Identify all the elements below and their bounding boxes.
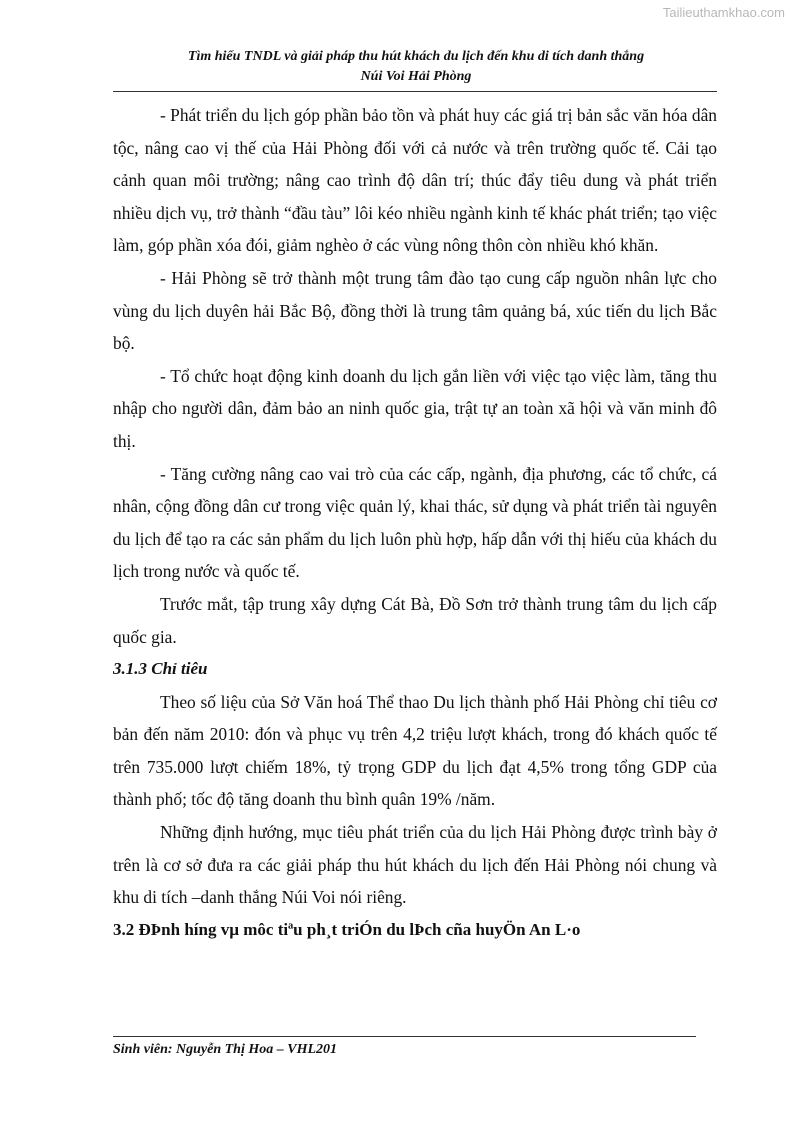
paragraph-6: Theo số liệu của Sở Văn hoá Thể thao Du lịch thành phố Hải Phòng chỉ tiêu cơ bản đến năm 2010: đón và phục vụ trên 4,2 triệu lượt khách, trong đó khách quốc tế trên 735.000 lượt chiếm 18%, tỷ trọng GDP du lịch đạt 4,5% trong tổng GDP của thành phố; tốc độ tăng doanh thu bình quân 19% /năm. [113, 691, 717, 810]
footer-author: Sinh viên: Nguyễn Thị Hoa – VHL201 [113, 1042, 338, 1057]
footer-divider [113, 1036, 696, 1037]
paragraph-4: - Tăng cường nâng cao vai trò của các cấp, ngành, địa phương, các tổ chức, cá nhân, cộng đồng dân cư trong việc quản lý, khai thác, sử dụng và phát triển tài nguyên du lịch để tạo ra các sản phẩm du lịch luôn phù hợp, hấp dẫn với thị hiếu của khách du lịch trong nước và quốc tế. [113, 463, 717, 582]
document-body [113, 99, 717, 946]
page-header [100, 47, 732, 87]
paragraph-5: Trước mắt, tập trung xây dựng Cát Bà, Đồ Sơn trở thành trung tâm du lịch cấp quốc gia. [113, 593, 717, 647]
paragraph-1: - Phát triển du lịch góp phần bảo tồn và phát huy các giá trị bản sắc văn hóa dân tộc, nâng cao vị thế của Hải Phòng đối với cả nước và trên trường quốc tế. Cải tạo cảnh quan môi trường; nâng cao trình độ dân trí; thúc đẩy tiêu dung và phát triển nhiều dịch vụ, trở thành “đầu tàu” lôi kéo nhiều ngành kinh tế khác phát triển; tạo việc làm, góp phần xóa đói, giảm nghèo ở các vùng nông thôn còn nhiều khó khăn. [113, 105, 717, 256]
paragraph-7: Những định hướng, mục tiêu phát triển của du lịch Hải Phòng được trình bày ở trên là cơ sở đưa ra các giải pháp thu hút khách du lịch đến Hải Phòng nói chung và khu di tích –danh thắng Núi Voi nói riêng. [113, 822, 717, 908]
header-divider [113, 91, 717, 92]
header-title-line-1: Tìm hiểu TNDL và giải pháp thu hút khách du lịch đến khu di tích danh thắng [187, 49, 645, 64]
paragraph-2: - Hải Phòng sẽ trở thành một trung tâm đào tạo cung cấp nguồn nhân lực cho vùng du lịch duyên hải Bắc Bộ, đồng thời là trung tâm quảng bá, xúc tiến du lịch Bắc bộ. [113, 267, 717, 354]
section-heading-3-2: 3.2 ĐÞnh híng vµ môc tiªu ph¸t triÓn du lÞch cña huyÖn An L·o [113, 919, 581, 939]
watermark: Tailieuthamkhao.com [662, 5, 785, 20]
paragraph-3: - Tổ chức hoạt động kinh doanh du lịch gắn liền với việc tạo việc làm, tăng thu nhập cho người dân, đảm bảo an ninh quốc gia, trật tự an toàn xã hội và văn minh đô thị. [113, 365, 717, 451]
section-heading-3-1-3: 3.1.3 Chỉ tiêu [113, 659, 208, 679]
header-title-line-2: Núi Voi Hải Phòng [360, 69, 472, 84]
